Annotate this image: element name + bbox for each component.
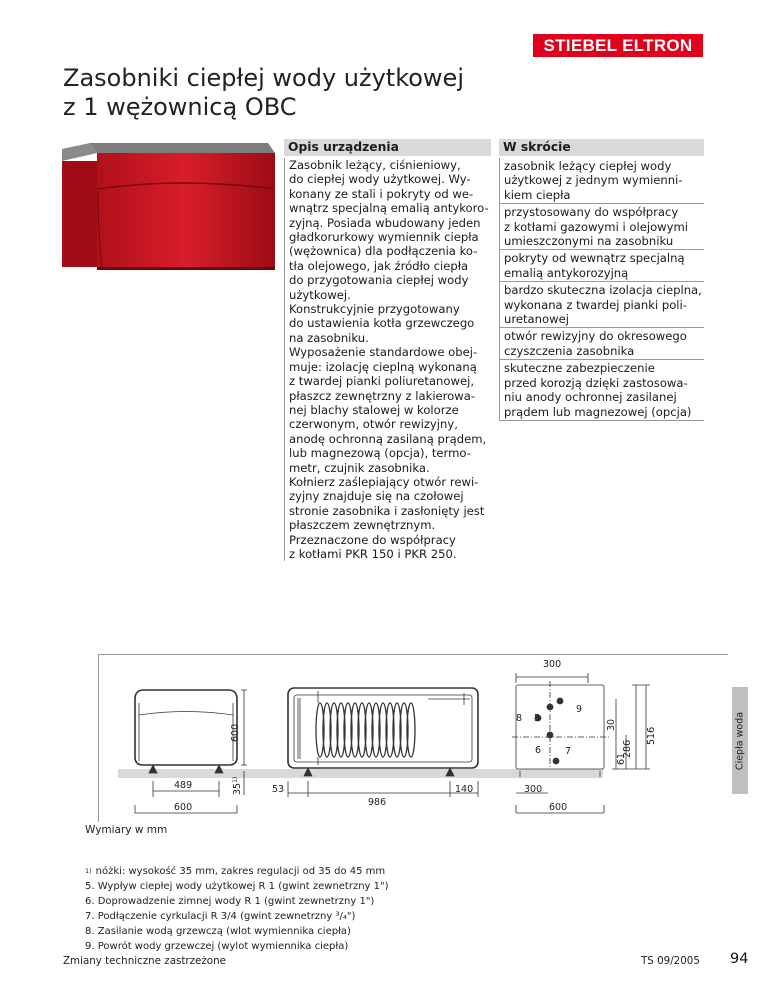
description-heading: Opis urządzenia — [284, 139, 491, 156]
footer-disclaimer: Zmiany techniczne zastrzeżone — [63, 955, 226, 967]
note-line: 7. Podłączenie cyrkulacji R 3/4 (gwint zewnetrzny ³/₄") — [85, 911, 356, 923]
dim-286: 286 — [622, 739, 633, 758]
dimension-drawing — [98, 655, 732, 823]
dim-53: 53 — [272, 784, 285, 795]
dim-600-front: 600 — [174, 802, 193, 813]
dim-61: 61 — [616, 752, 627, 765]
description-text: Zasobnik leżący, ciśnieniowy, do ciepłej wody użytkowej. Wy- konany ze stali i pokryty od we- wnątrz specjalną emalią antykoro- zyjną. Posiada wbudowany jeden gładkorurkowy wymiennik ciepła (wężownica) dla podłączenia ko- tła olejowego, jak źródło ciepła do przygotowania ciepłej wody użytkowej. Konstrukcyjnie przygotowany do ustawienia kotła grzewczego na zasobniku. Wyposażenie standardowe obej- muje: izolację cieplną wykonaną z twardej pianki poliuretanowej, płaszcz zewnętrzny z lakierowa- nej blachy stalowej w kolorze czerwonym, otwór rewizyjny, anodę ochronną zasilaną prądem, lub magnezową (opcja), termo- metr, czujnik zasobnika. Kołnierz zaślepiający otwór rewi- zyjny znajduje się na czołowej stronie zasobnika i zasłonięty jest płaszczem zewnętrznym. Przeznaczone do współpracy z kotłami PKR 150 i PKR 250. — [284, 158, 491, 561]
summary-heading: W skrócie — [499, 139, 704, 156]
summary-list — [499, 158, 704, 421]
note-line — [85, 864, 389, 879]
note-line: 5. Wypływ ciepłej wody użytkowej R 1 (gwint zewnetrzny 1") — [85, 881, 389, 893]
dim-300-side: 300 — [524, 784, 543, 795]
dim-516: 516 — [646, 726, 657, 745]
connection-label-9: 9 — [576, 704, 583, 715]
summary-item: zasobnik leżący ciepłej wody użytkowej z jednym wymienni- kiem ciepła — [499, 158, 704, 204]
summary-column — [499, 139, 704, 421]
dim-30: 30 — [606, 718, 617, 731]
page-number: 94 — [730, 951, 749, 967]
front-view — [135, 690, 247, 813]
dim-489: 489 — [174, 780, 193, 791]
dim-986: 986 — [368, 797, 387, 808]
description-column — [284, 139, 491, 561]
page-title-line1: Zasobniki ciepłej wody użytkowej — [63, 64, 464, 92]
summary-item: otwór rewizyjny do okresowego czyszczenia zasobnika — [499, 328, 704, 360]
dim-600-side: 600 — [549, 802, 568, 813]
side-view — [288, 688, 478, 797]
note-line: 9. Powrót wody grzewczej (wylot wymiennika ciepła) — [85, 941, 349, 953]
dim-35-value: 35 — [232, 782, 243, 795]
connection-notes — [85, 864, 389, 955]
footer-doc-code: TS 09/2005 — [641, 955, 700, 967]
summary-item: pokryty od wewnątrz specjalną emalią antykorozyjną — [499, 250, 704, 282]
summary-item: bardzo skuteczna izolacja cieplna, wykonana z twardej pianki poli- uretanowej — [499, 282, 704, 328]
product-image — [62, 139, 275, 272]
note-text: nóżki: wysokość 35 mm, zakres regulacji od 35 do 45 mm — [95, 866, 386, 877]
summary-item: skuteczne zabezpieczenie przed korozją dzięki zastosowa- niu anody ochronnej zasilanej prądem lub magnezowej (opcja) — [499, 360, 704, 421]
connection-label-7: 7 — [565, 746, 572, 757]
dim-35 — [232, 777, 243, 795]
note-footnote-marker: 1) — [85, 867, 92, 875]
units-caption: Wymiary w mm — [85, 824, 168, 836]
dim-35-sup: 1) — [232, 776, 239, 783]
connection-label-6: 6 — [535, 745, 542, 756]
section-side-tab — [732, 687, 748, 794]
dim-140: 140 — [455, 784, 474, 795]
dim-300-top: 300 — [543, 659, 562, 670]
summary-item: przystosowany do współpracy z kotłami gazowymi i olejowymi umieszczonymi na zasobniku — [499, 204, 704, 250]
section-side-tab-label: Ciepła woda — [734, 711, 746, 770]
page-title — [63, 64, 464, 122]
dim-600-height: 600 — [230, 723, 241, 742]
note-line: 8. Zasilanie wodą grzewczą (wlot wymiennika ciepła) — [85, 926, 351, 938]
connection-label-8: 8 — [516, 713, 523, 724]
connection-label-5: 5 — [534, 713, 541, 724]
brand-logo-text: STIEBEL ELTRON — [543, 35, 693, 55]
brand-logo — [533, 34, 703, 57]
note-line: 6. Doprowadzenie zimnej wody R 1 (gwint zewnetrzny 1") — [85, 896, 375, 908]
page-title-line2: z 1 wężownicą OBC — [63, 93, 297, 121]
